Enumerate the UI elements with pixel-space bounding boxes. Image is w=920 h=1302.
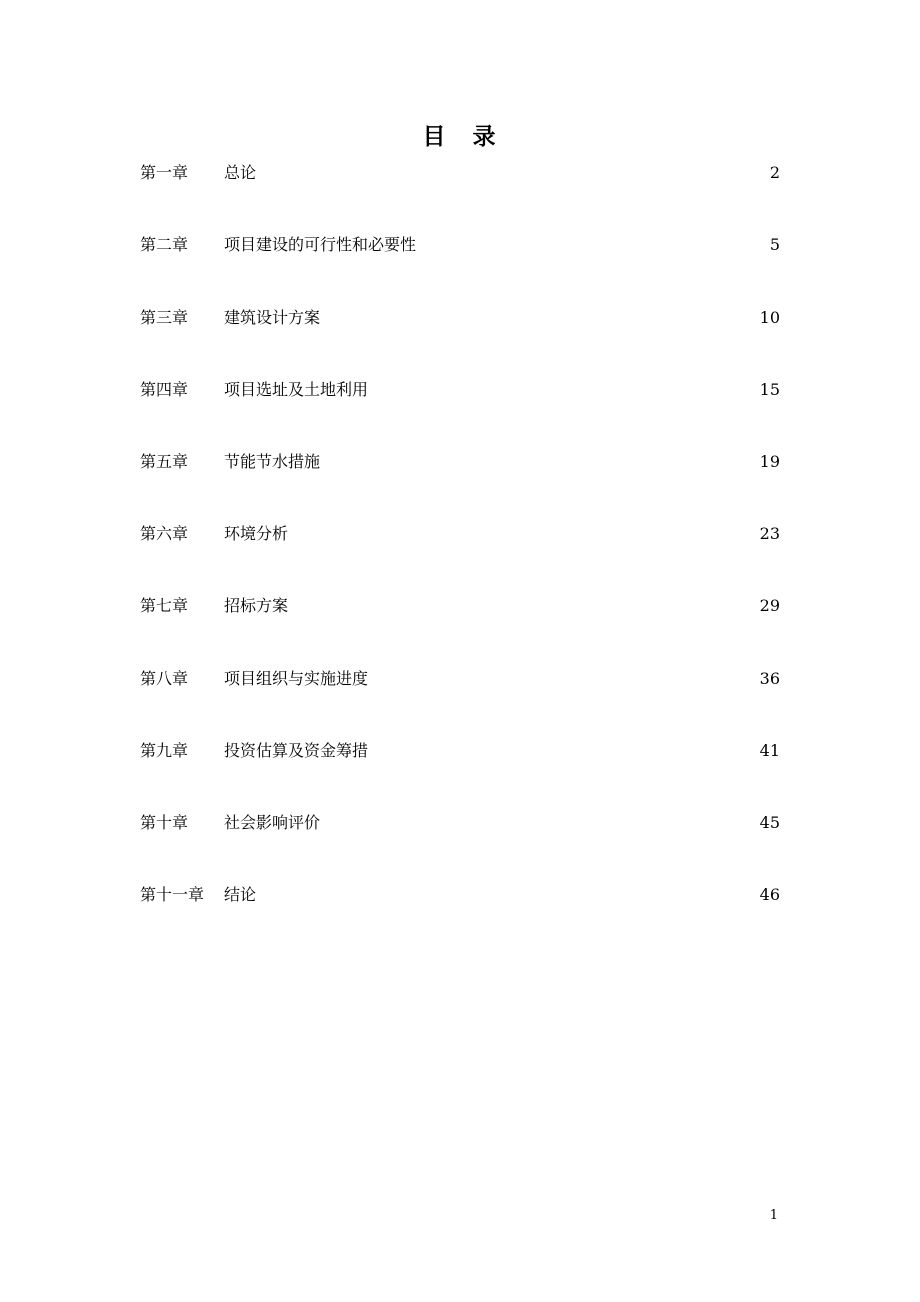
- chapter-number: 第六章: [140, 524, 189, 543]
- dot-leader: [257, 158, 761, 188]
- chapter-title: 环境分析: [224, 524, 289, 543]
- dot-leader: [257, 880, 759, 910]
- dot-leader: [369, 375, 759, 405]
- chapter-title: 结论: [224, 885, 257, 904]
- chapter-number: 第九章: [140, 741, 189, 760]
- chapter-number: 第一章: [140, 163, 189, 182]
- page-number: 5: [769, 235, 780, 254]
- chapter-title: 项目建设的可行性和必要性: [224, 235, 417, 254]
- page-number: 19: [759, 452, 780, 471]
- toc-entry[interactable]: [140, 808, 780, 838]
- chapter-number: 第二章: [140, 235, 189, 254]
- dot-leader: [321, 808, 759, 838]
- page-number: 10: [759, 308, 780, 327]
- dot-leader: [289, 591, 759, 621]
- dot-leader: [321, 447, 759, 477]
- page-number: 2: [769, 163, 780, 182]
- dot-leader: [369, 736, 759, 766]
- toc-entry[interactable]: [140, 303, 780, 333]
- page-number: 29: [759, 596, 780, 615]
- toc-entry[interactable]: [140, 591, 780, 621]
- chapter-number: 第十章: [140, 813, 189, 832]
- chapter-number: 第四章: [140, 380, 189, 399]
- dot-leader: [417, 230, 761, 260]
- toc-entry[interactable]: [140, 158, 780, 188]
- chapter-title: 建筑设计方案: [224, 308, 321, 327]
- chapter-number: 第七章: [140, 596, 189, 615]
- footer-page-number: 1: [769, 1208, 778, 1223]
- chapter-title: 投资估算及资金筹措: [224, 741, 369, 760]
- dot-leader: [321, 303, 759, 333]
- page-number: 36: [759, 669, 780, 688]
- chapter-title: 社会影响评价: [224, 813, 321, 832]
- chapter-title: 项目选址及土地利用: [224, 380, 369, 399]
- chapter-title: 招标方案: [224, 596, 289, 615]
- toc-entry[interactable]: [140, 230, 780, 260]
- chapter-number: 第五章: [140, 452, 189, 471]
- chapter-title: 节能节水措施: [224, 452, 321, 471]
- toc-entry[interactable]: [140, 519, 780, 549]
- toc-entry[interactable]: [140, 664, 780, 694]
- chapter-number: 第八章: [140, 669, 189, 688]
- chapter-number: 第三章: [140, 308, 189, 327]
- toc-title: 目 录: [422, 123, 498, 150]
- chapter-title: 总论: [224, 163, 257, 182]
- toc-entry[interactable]: [140, 375, 780, 405]
- page-number: 23: [759, 524, 780, 543]
- dot-leader: [289, 519, 759, 549]
- page-number: 41: [759, 741, 780, 760]
- toc-entry[interactable]: [140, 736, 780, 766]
- toc-entry[interactable]: [140, 880, 780, 910]
- page-number: 46: [759, 885, 780, 904]
- chapter-title: 项目组织与实施进度: [224, 669, 369, 688]
- page-number: 15: [759, 380, 780, 399]
- chapter-number: 第十一章: [140, 885, 205, 904]
- page-number: 45: [759, 813, 780, 832]
- toc-entry[interactable]: [140, 447, 780, 477]
- dot-leader: [369, 664, 759, 694]
